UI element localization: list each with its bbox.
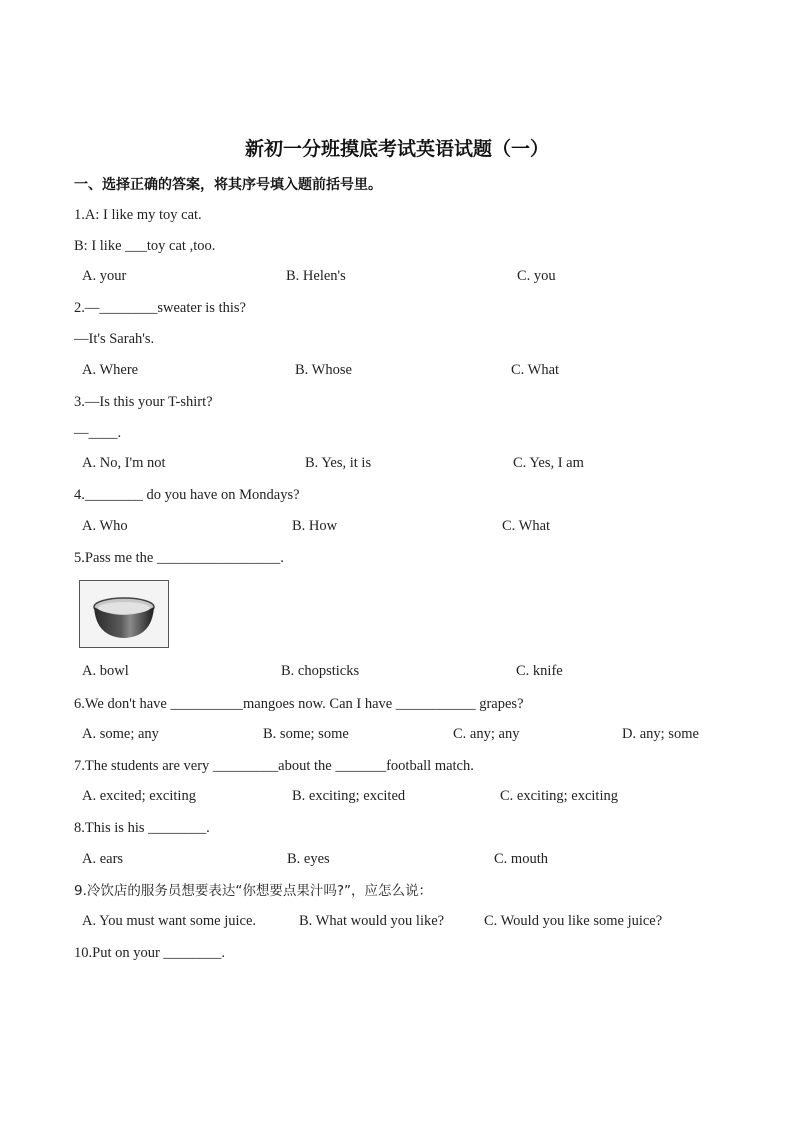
option-c[interactable]: C. knife [516,663,563,679]
question-3-line-2: —____. [74,425,122,441]
option-b[interactable]: B. What would you like? [299,913,445,929]
option-a[interactable]: A. ears [82,851,124,867]
option-c[interactable]: C. Yes, I am [513,455,584,471]
question-3-line-1: 3.—Is this your T-shirt? [74,394,213,410]
question-6-line-1: 6.We don't have __________mangoes now. Can I have ___________ grapes? [74,696,524,712]
option-c[interactable]: C. mouth [494,851,548,867]
option-a[interactable]: A. No, I'm not [82,455,166,471]
option-a[interactable]: A. some; any [82,726,159,742]
question-7-line-1: 7.The students are very _________about the _______football match. [74,758,474,774]
question-10-line-1: 10.Put on your ________. [74,945,226,961]
bowl-icon [80,581,168,647]
option-b[interactable]: B. Helen's [286,268,346,284]
option-c[interactable]: C. you [517,268,556,284]
option-b[interactable]: B. exciting; excited [292,788,406,804]
option-b[interactable]: B. Yes, it is [305,455,372,471]
section-heading: 一、选择正确的答案，将其序号填入题前括号里。 [74,177,382,193]
option-c[interactable]: C. exciting; exciting [500,788,618,804]
option-a[interactable]: A. Who [82,518,128,534]
question-2-line-1: 2.—________sweater is this? [74,300,246,316]
question-2-line-2: —It's Sarah's. [74,331,155,347]
option-a[interactable]: A. your [82,268,127,284]
option-b[interactable]: B. chopsticks [281,663,360,679]
option-a[interactable]: A. Where [82,362,139,378]
option-a[interactable]: A. You must want some juice. [82,913,256,929]
option-c[interactable]: C. any; any [453,726,520,742]
question-5-line-1: 5.Pass me the _________________. [74,550,284,566]
question-9-line-1: 9.冷饮店的服务员想要表达“你想要点果汁吗?”，应怎么说： [74,883,433,899]
option-c[interactable]: C. What [511,362,560,378]
question-4-line-1: 4.________ do you have on Mondays? [74,487,300,503]
option-a[interactable]: A. bowl [82,663,129,679]
option-b[interactable]: B. How [292,518,338,534]
bowl-image [79,580,169,648]
question-1-line-2: B: I like ___toy cat ,too. [74,238,216,254]
question-1-line-1: 1.A: I like my toy cat. [74,207,202,223]
option-d[interactable]: D. any; some [622,726,699,742]
option-a[interactable]: A. excited; exciting [82,788,196,804]
option-c[interactable]: C. Would you like some juice? [484,913,663,929]
option-b[interactable]: B. some; some [263,726,349,742]
question-8-line-1: 8.This is his ________. [74,820,210,836]
option-b[interactable]: B. Whose [295,362,352,378]
option-c[interactable]: C. What [502,518,551,534]
page-title: 新初一分班摸底考试英语试题（一） [244,138,549,160]
option-b[interactable]: B. eyes [287,851,330,867]
